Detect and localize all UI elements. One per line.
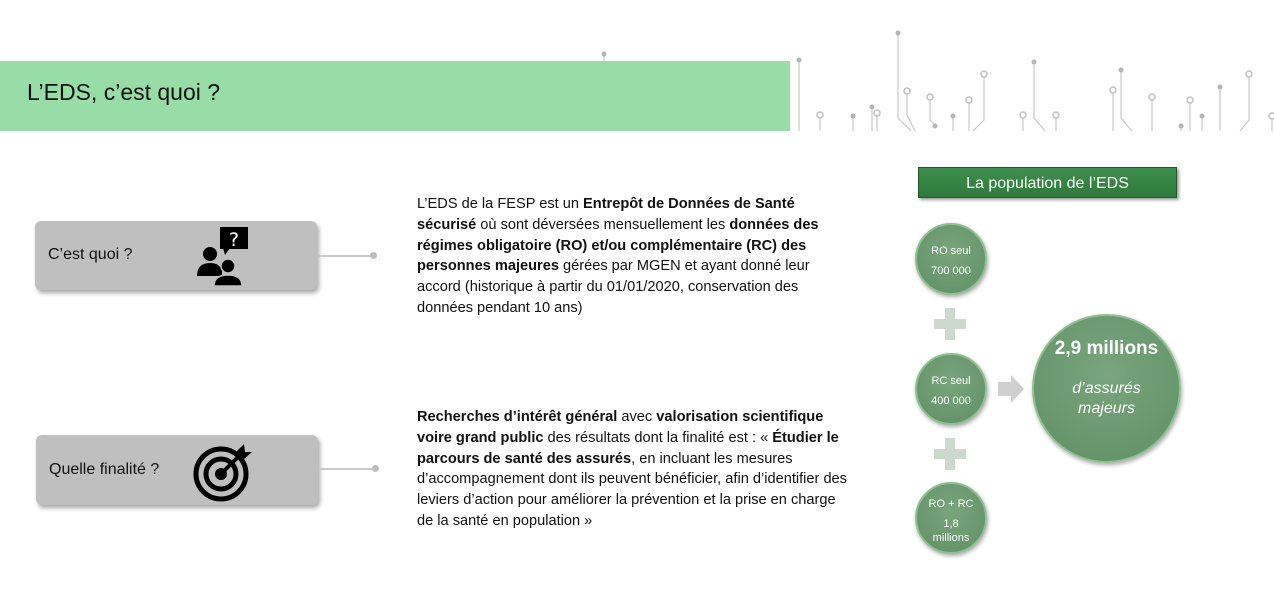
paragraph-run: Entrepôt de Données de Santé sécurisé [417, 196, 795, 233]
circle-rc-seul-value: 400 000 [931, 395, 971, 407]
arrow-right-icon [998, 375, 1024, 403]
purpose-paragraph [417, 407, 847, 532]
total-value: 2,9 millions [1054, 338, 1159, 359]
connector-line-purpose [319, 468, 375, 470]
paragraph-run: valorisation scientifique voire grand public [417, 409, 824, 446]
circle-rc-seul-label: RC seul [931, 375, 971, 387]
paragraph-run: Recherches d’intérêt général [417, 409, 618, 425]
paragraph-run: données des régimes obligatoire (RO) et/ou complémentaire (RC) des personnes majeures [417, 216, 819, 275]
paragraph-run: , en incluant les mesures d’accompagnement dont ils peuvent bénéficier, afin d’identifier des leviers d’action pour améliorer la prévention et la prise en charge de la santé en population » [417, 450, 847, 529]
circle-ro-rc-label: RO + RC [928, 498, 974, 510]
total-caption: d’assurés majeurs [1072, 380, 1141, 417]
paragraph-run: L’EDS de la FESP est un [417, 196, 584, 212]
circle-total [1032, 314, 1181, 463]
section-label-what: C’est quoi ? [48, 246, 133, 263]
svg-text:?: ? [228, 229, 240, 251]
connector-dot-what [370, 252, 377, 259]
section-label-purpose: Quelle finalité ? [49, 461, 160, 478]
paragraph-run: avec [617, 409, 657, 425]
circle-ro-rc [915, 482, 987, 554]
page-title: L’EDS, c’est quoi ? [27, 79, 221, 105]
paragraph-run: Étudier le parcours de santé des assurés [417, 429, 839, 467]
connector-line-what [318, 255, 374, 257]
population-title: La population de l’EDS [918, 167, 1177, 198]
target-icon [193, 443, 253, 503]
description-paragraph [417, 194, 847, 319]
circle-ro-seul [915, 223, 987, 295]
paragraph-run: gérées par MGEN et ayant donné leur accord (historique à partir du 01/01/2020, conservation des données pendant 10 ans) [417, 258, 810, 316]
people-question-icon [195, 226, 253, 288]
plus-icon [934, 438, 966, 470]
circle-ro-seul-value: 700 000 [931, 265, 971, 277]
paragraph-run: où sont déversées mensuellement les [476, 216, 730, 233]
paragraph-run: des résultats dont la finalité est : « [543, 429, 773, 446]
connector-dot-purpose [372, 465, 379, 472]
plus-icon [934, 308, 966, 340]
circle-rc-seul [915, 353, 987, 425]
circle-ro-rc-value: 1,8 millions [932, 518, 970, 544]
circle-ro-seul-label: RO seul [931, 245, 971, 257]
